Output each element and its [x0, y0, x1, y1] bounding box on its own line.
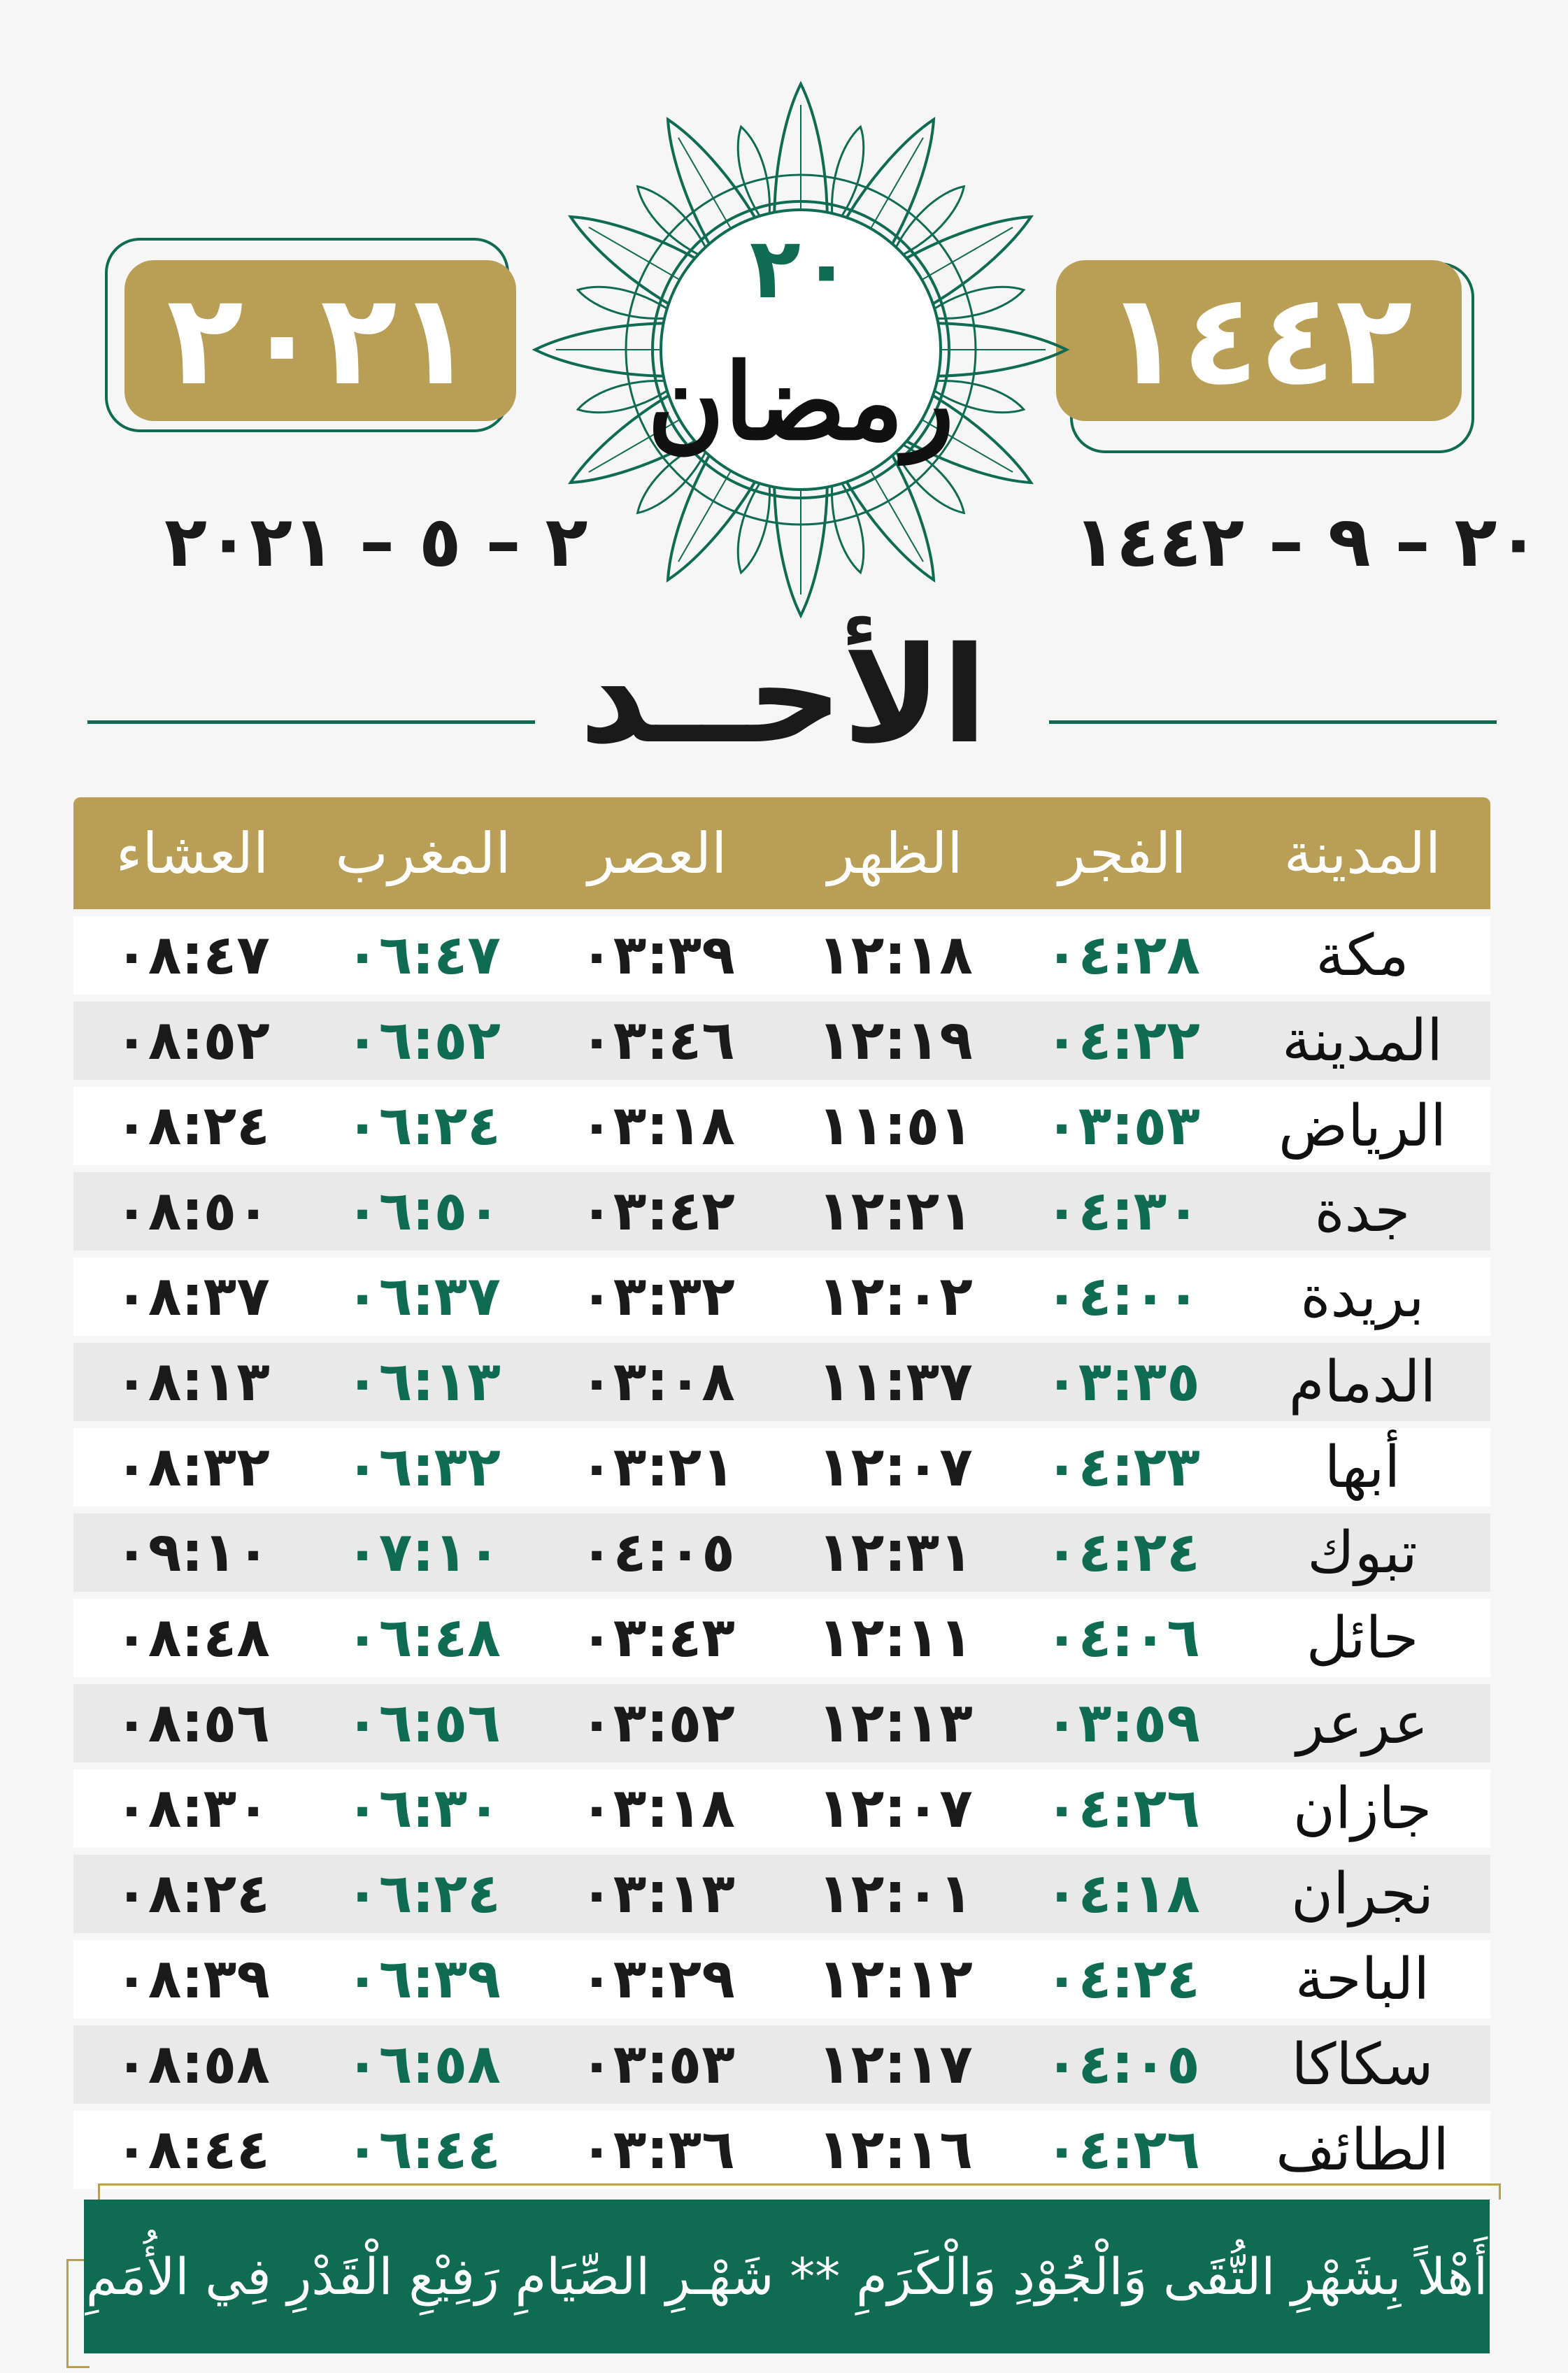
- table-row: [73, 1257, 1490, 1336]
- city-name: الطائف: [1276, 2116, 1449, 2183]
- fajr-time: ٠٤:٢٣: [1045, 1436, 1200, 1499]
- header-maghrib: المغرب: [335, 820, 511, 886]
- maghrib-time: ٠٦:٢٤: [345, 1862, 501, 1925]
- asr-time: ٠٣:٢١: [580, 1436, 735, 1499]
- table-row: [73, 1087, 1490, 1165]
- isha-time: ٠٨:٥٢: [115, 1009, 270, 1072]
- gregorian-year-banner: [124, 260, 516, 421]
- hijri-year-banner: [1056, 260, 1462, 421]
- maghrib-time: ٠٦:٥٦: [345, 1692, 501, 1755]
- fajr-time: ٠٤:٣٠: [1045, 1180, 1200, 1243]
- maghrib-time: ٠٦:٤٤: [345, 2118, 501, 2181]
- maghrib-time: ٠٦:٥٨: [345, 2033, 501, 2096]
- gregorian-year: ٢٠٢١: [166, 267, 474, 413]
- asr-time: ٠٣:٥٣: [580, 2033, 735, 2096]
- table-row: [73, 1428, 1490, 1506]
- isha-time: ٠٨:٥٦: [115, 1692, 270, 1755]
- hijri-date: ٢٠ – ٩ – ١٤٤٢: [1074, 501, 1540, 583]
- asr-time: ٠٣:١٣: [580, 1862, 735, 1925]
- table-row: [73, 1172, 1490, 1250]
- isha-time: ٠٨:١٣: [115, 1351, 270, 1413]
- table-row: [73, 1769, 1490, 1848]
- asr-time: ٠٣:٤٢: [580, 1180, 735, 1243]
- maghrib-time: ٠٦:٢٤: [345, 1095, 501, 1157]
- fajr-time: ٠٤:٢٦: [1045, 1777, 1200, 1840]
- fajr-time: ٠٣:٥٣: [1045, 1095, 1200, 1157]
- fajr-time: ٠٤:٢٤: [1045, 1948, 1200, 2011]
- city-name: أبها: [1324, 1434, 1401, 1501]
- city-name: الباحة: [1295, 1946, 1430, 2013]
- footer-verse-banner: [84, 2200, 1490, 2353]
- footer-frame-top: [98, 2183, 1501, 2200]
- asr-time: ٠٣:٣٦: [580, 2118, 735, 2181]
- table-header: [73, 797, 1490, 909]
- maghrib-time: ٠٦:٤٨: [345, 1606, 501, 1669]
- header-city: المدينة: [1283, 820, 1441, 886]
- center-day-number: ٢٠: [749, 220, 853, 318]
- header-dhuhr: الظهر: [827, 820, 963, 886]
- center-month-name: رمضان: [647, 341, 955, 464]
- asr-time: ٠٣:١٨: [580, 1095, 735, 1157]
- right-rule: [1049, 720, 1497, 724]
- asr-time: ٠٣:١٨: [580, 1777, 735, 1840]
- city-name: عرعر: [1296, 1690, 1429, 1757]
- maghrib-time: ٠٦:٥٢: [345, 1009, 501, 1072]
- asr-time: ٠٣:٥٢: [580, 1692, 735, 1755]
- isha-time: ٠٨:٤٤: [115, 2118, 270, 2181]
- header-asr: العصر: [587, 820, 727, 886]
- gregorian-date: ٢ – ٥ – ٢٠٢١: [164, 501, 588, 583]
- table-row: [73, 1599, 1490, 1677]
- isha-time: ٠٩:١٠: [115, 1521, 270, 1584]
- isha-time: ٠٨:٣٠: [115, 1777, 270, 1840]
- maghrib-time: ٠٧:١٠: [345, 1521, 501, 1584]
- day-title: الأحــد: [579, 618, 988, 773]
- isha-time: ٠٨:٤٧: [115, 924, 270, 987]
- maghrib-time: ٠٦:٣٠: [345, 1777, 501, 1840]
- fajr-time: ٠٤:١٨: [1045, 1862, 1200, 1925]
- table-row: [73, 1513, 1490, 1592]
- maghrib-time: ٠٦:٤٧: [345, 924, 501, 987]
- dhuhr-time: ١٢:٢١: [818, 1180, 973, 1243]
- dhuhr-time: ١٢:١٦: [818, 2118, 973, 2181]
- city-name: حائل: [1306, 1604, 1419, 1672]
- table-row: [73, 1343, 1490, 1421]
- left-rule: [87, 720, 535, 724]
- city-name: نجران: [1291, 1860, 1434, 1927]
- fajr-time: ٠٣:٥٩: [1045, 1692, 1200, 1755]
- asr-time: ٠٣:٠٨: [580, 1351, 735, 1413]
- city-name: مكة: [1316, 922, 1409, 989]
- fajr-time: ٠٤:٢٢: [1045, 1009, 1200, 1072]
- city-name: المدينة: [1282, 1007, 1443, 1074]
- asr-time: ٠٤:٠٥: [580, 1521, 735, 1584]
- isha-time: ٠٨:٥٨: [115, 2033, 270, 2096]
- asr-time: ٠٣:٣٢: [580, 1265, 735, 1328]
- maghrib-time: ٠٦:٣٩: [345, 1948, 501, 2011]
- fajr-time: ٠٤:٢٦: [1045, 2118, 1200, 2181]
- city-name: تبوك: [1307, 1519, 1418, 1586]
- city-name: جدة: [1314, 1178, 1411, 1245]
- fajr-time: ٠٣:٣٥: [1045, 1351, 1200, 1413]
- table-row: [73, 2025, 1490, 2104]
- hijri-year: ١٤٤٢: [1105, 267, 1413, 413]
- asr-time: ٠٣:٤٦: [580, 1009, 735, 1072]
- fajr-time: ٠٤:٠٥: [1045, 2033, 1200, 2096]
- maghrib-time: ٠٦:١٣: [345, 1351, 501, 1413]
- city-name: الدمام: [1288, 1348, 1437, 1416]
- table-row: [73, 1002, 1490, 1080]
- isha-time: ٠٨:٤٨: [115, 1606, 270, 1669]
- asr-time: ٠٣:٤٣: [580, 1606, 735, 1669]
- fajr-time: ٠٤:٠٠: [1045, 1265, 1200, 1328]
- header-fajr: الفجر: [1058, 820, 1187, 886]
- dhuhr-time: ١٢:١١: [818, 1606, 973, 1669]
- header-isha: العشاء: [115, 820, 269, 886]
- asr-time: ٠٣:٢٩: [580, 1948, 735, 2011]
- dhuhr-time: ١٢:١٢: [818, 1948, 973, 2011]
- dhuhr-time: ١٢:١٩: [818, 1009, 973, 1072]
- dhuhr-time: ١٢:١٨: [818, 924, 973, 987]
- asr-time: ٠٣:٣٩: [580, 924, 735, 987]
- table-row: [73, 1940, 1490, 2018]
- city-name: الرياض: [1278, 1092, 1446, 1160]
- table-row: [73, 916, 1490, 995]
- city-name: جازان: [1292, 1775, 1432, 1842]
- maghrib-time: ٠٦:٥٠: [345, 1180, 501, 1243]
- footer-verse: أَهْلاً بِشَهْرِ التُّقَى وَالْجُوْدِ وَالْكَرَمِ ** شَهْـرِ الصِّيَامِ رَفِيْعِ الْقَدْرِ فِي الأُمَمِ: [85, 2247, 1488, 2306]
- table-row: [73, 1855, 1490, 1933]
- table-row: [73, 1684, 1490, 1762]
- dhuhr-time: ١٢:٠٢: [818, 1265, 973, 1328]
- table-row: [73, 2111, 1490, 2189]
- fajr-time: ٠٤:٠٦: [1045, 1606, 1200, 1669]
- isha-time: ٠٨:٥٠: [115, 1180, 270, 1243]
- isha-time: ٠٨:٢٤: [115, 1862, 270, 1925]
- maghrib-time: ٠٦:٣٢: [345, 1436, 501, 1499]
- dhuhr-time: ١٢:١٣: [818, 1692, 973, 1755]
- ornament-rosette: [507, 56, 1095, 643]
- isha-time: ٠٨:٣٢: [115, 1436, 270, 1499]
- dhuhr-time: ١٢:٠٧: [818, 1436, 973, 1499]
- table-body: [73, 916, 1490, 2189]
- maghrib-time: ٠٦:٣٧: [345, 1265, 501, 1328]
- dhuhr-time: ١١:٥١: [818, 1095, 973, 1157]
- isha-time: ٠٨:٣٩: [115, 1948, 270, 2011]
- city-name: بريدة: [1300, 1263, 1425, 1330]
- dhuhr-time: ١٢:٣١: [818, 1521, 973, 1584]
- city-name: سكاكا: [1291, 2031, 1434, 2098]
- dhuhr-time: ١١:٣٧: [818, 1351, 973, 1413]
- dhuhr-time: ١٢:٠١: [818, 1862, 973, 1925]
- isha-time: ٠٨:٣٧: [115, 1265, 270, 1328]
- dhuhr-time: ١٢:١٧: [818, 2033, 973, 2096]
- fajr-time: ٠٤:٢٨: [1045, 924, 1200, 987]
- fajr-time: ٠٤:٢٤: [1045, 1521, 1200, 1584]
- prayer-times-table: [73, 797, 1490, 2189]
- isha-time: ٠٨:٢٤: [115, 1095, 270, 1157]
- dhuhr-time: ١٢:٠٧: [818, 1777, 973, 1840]
